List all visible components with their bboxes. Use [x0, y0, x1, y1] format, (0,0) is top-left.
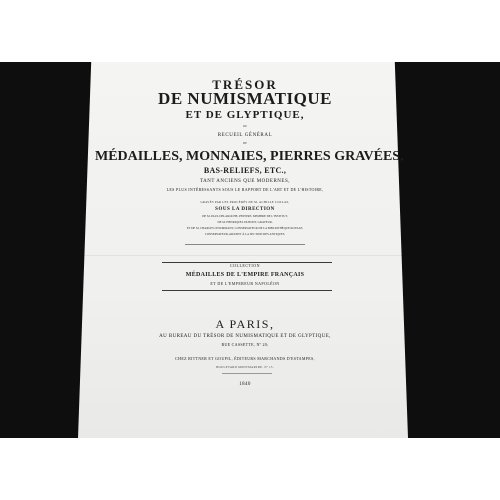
collection-label: COLLECTION: [229, 263, 261, 268]
title-tant: TANT ANCIENS QUE MODERNES,: [199, 179, 290, 184]
title-ou: OU: [242, 124, 248, 128]
imprint-city: A PARIS,: [215, 317, 275, 331]
divider-rule: [185, 244, 305, 245]
collection-sub: ET DE L'EMPEREUR NAPOLÉON: [210, 281, 280, 286]
title-line-3: ET DE GLYPTIQUE,: [185, 109, 305, 121]
imprint-publisher: CHEZ RITTNER ET GOUPIL, ÉDITEURS MARCHANDS D'ESTAMPES,: [175, 356, 315, 361]
title-subjects-2: BAS-RELIEFS, ETC.,: [203, 166, 287, 175]
title-plus: LES PLUS INTÉRESSANTS SOUS LE RAPPORT DE L'ART ET DE L'HISTOIRE,: [166, 187, 324, 192]
imprint-bureau: AU BUREAU DU TRÉSOR DE NUMISMATIQUE ET DE GLYPTIQUE,: [159, 334, 331, 339]
title-line-2: DE NUMISMATIQUE: [158, 89, 332, 108]
imprint-rule: [222, 373, 272, 374]
collection-name: MÉDAILLES DE L'EMPIRE FRANÇAIS: [185, 272, 305, 278]
direction-graves: GRAVÉS PAR LES PROCÉDÉS DE M. ACHILLE COLLAS,: [200, 200, 290, 204]
imprint-publisher-address: BOULEVARD MONTMARTRE, Nº 15.: [216, 365, 274, 369]
title-des: DE: [243, 141, 247, 145]
title-recueil: RECUEIL GÉNÉRAL: [217, 133, 273, 138]
direction-line-3: ET DE M. CHARLES LENORMANT, CONSERVATEUR DE LA BIBLIOTHÈQUE ROYALE,: [186, 226, 304, 230]
direction-line-1: DE M. PAUL DELAROCHE, PEINTRE, MEMBRE DE L'INSTITUT,: [202, 214, 288, 218]
direction-heading: SOUS LA DIRECTION: [215, 207, 275, 212]
title-subjects: MÉDAILLES, MONNAIES, PIERRES GRAVÉES,: [95, 149, 404, 164]
imprint-year: 1840: [239, 382, 251, 387]
collection-rule-bottom: [162, 290, 332, 291]
page-fold: [80, 255, 406, 256]
direction-line-2: DE M. HENRIQUEL DUPONT, GRAVEUR,: [217, 220, 273, 224]
direction-line-4: CONSERVATEUR-ADJOINT À LA SECTION DES ANTIQUES.: [204, 232, 286, 236]
imprint-address: RUE CASSETTE, Nº 20;: [221, 342, 269, 347]
title-line-1: TRÉSOR: [212, 77, 278, 92]
